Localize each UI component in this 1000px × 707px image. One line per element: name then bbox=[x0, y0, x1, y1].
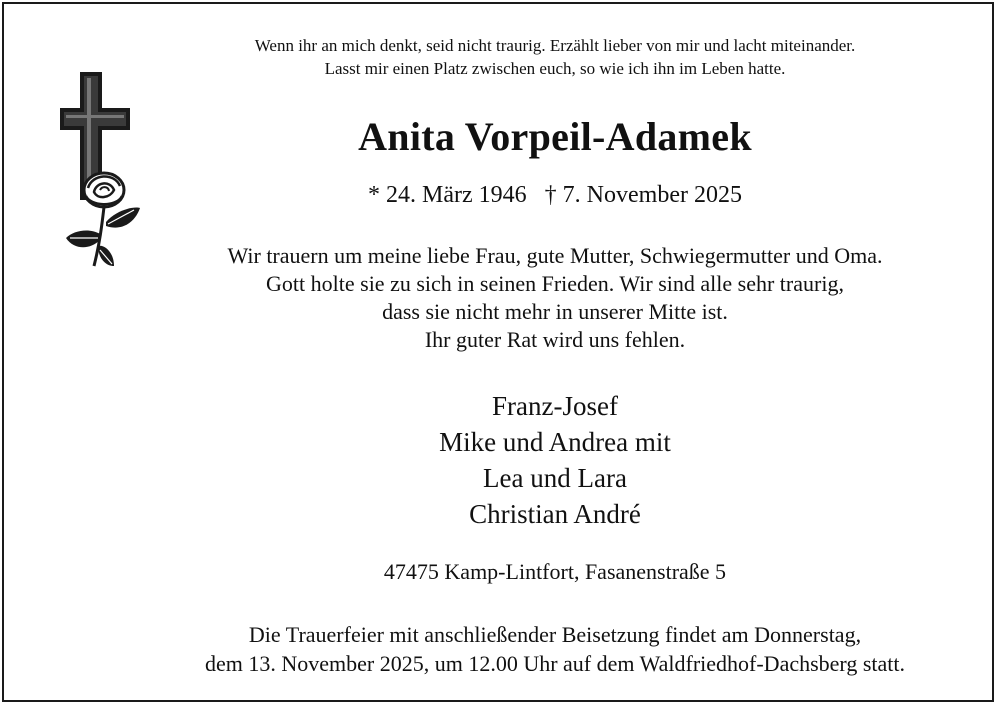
mourning-line: Ihr guter Rat wird uns fehlen. bbox=[424, 327, 686, 352]
deceased-name: Anita Vorpeil-Adamek bbox=[358, 114, 752, 159]
quote-line: Wenn ihr an mich denkt, seid nicht traurig. Erzählt lieber von mir und lacht miteinander. bbox=[254, 36, 856, 55]
mourner-name: Mike und Andrea mit bbox=[439, 427, 671, 457]
service-line: Die Trauerfeier mit anschließender Beisetzung findet am Donnerstag, bbox=[248, 622, 862, 647]
mourning-text bbox=[150, 242, 960, 354]
life-dates: * 24. März 1946 † 7. November 2025 bbox=[368, 182, 742, 208]
mourning-line: Gott holte sie zu sich in seinen Frieden. Wir sind alle sehr traurig, bbox=[266, 271, 844, 296]
rose-icon bbox=[64, 162, 144, 272]
family-address: 47475 Kamp-Lintfort, Fasanenstraße 5 bbox=[383, 559, 727, 584]
funeral-service-info bbox=[150, 620, 960, 678]
mourning-line: dass sie nicht mehr in unserer Mitte ist. bbox=[382, 299, 728, 324]
quote-line: Lasst mir einen Platz zwischen euch, so wie ich ihn im Leben hatte. bbox=[324, 59, 786, 78]
cross-rose-emblem bbox=[60, 72, 142, 272]
mourners-list bbox=[150, 388, 960, 532]
mourner-name: Franz-Josef bbox=[492, 391, 618, 421]
mourning-line: Wir trauern um meine liebe Frau, gute Mutter, Schwiegermutter und Oma. bbox=[227, 243, 883, 268]
memorial-quote bbox=[150, 34, 960, 80]
service-line: dem 13. November 2025, um 12.00 Uhr auf dem Waldfriedhof-Dachsberg statt. bbox=[204, 651, 906, 676]
mourner-name: Lea und Lara bbox=[483, 463, 627, 493]
mourner-name: Christian André bbox=[469, 499, 641, 529]
